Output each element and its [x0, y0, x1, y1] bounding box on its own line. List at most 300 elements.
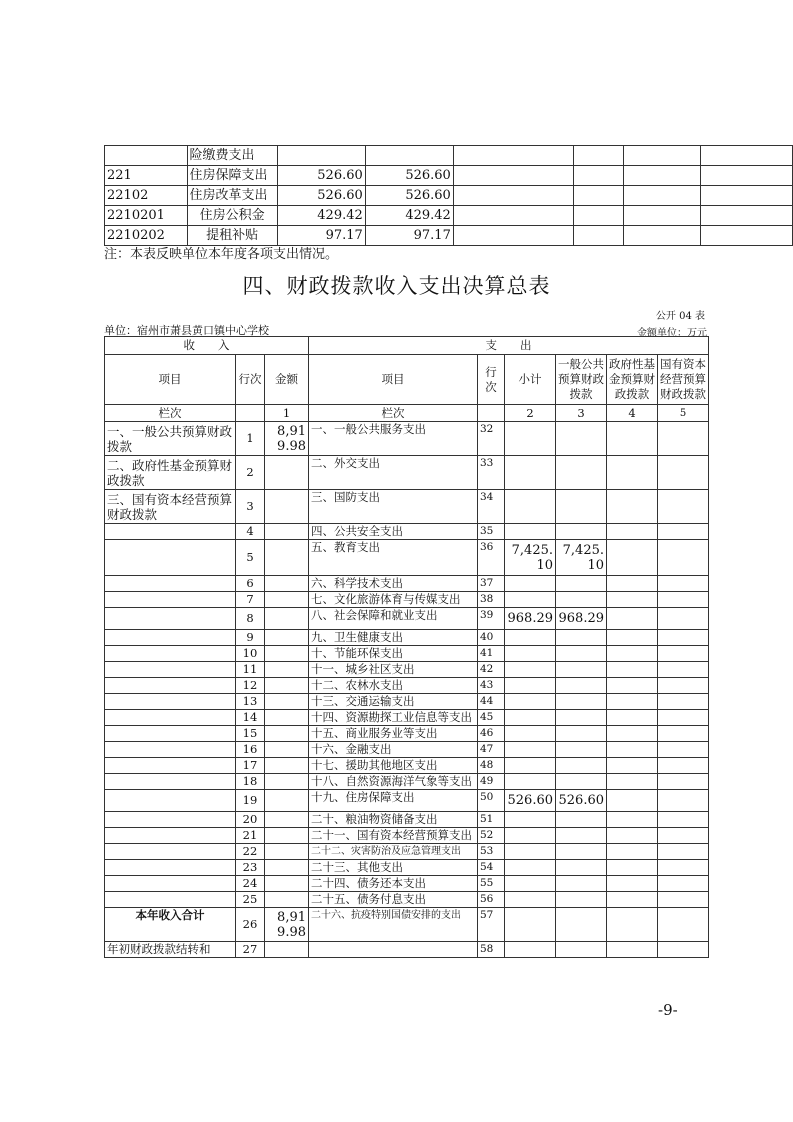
cell-in-item [105, 758, 236, 774]
cell-basic: 526.60 [365, 186, 453, 206]
cell-total: 526.60 [277, 186, 365, 206]
cell-c6 [574, 186, 624, 206]
cell-fund [607, 576, 658, 592]
cell-out-item: 十六、金融支出 [309, 742, 478, 758]
cell-out-line: 45 [478, 710, 505, 726]
table-row [105, 790, 709, 812]
cell-in-amount [265, 608, 309, 630]
cell-fund [607, 758, 658, 774]
table-row [105, 758, 709, 774]
cell-name: 险缴费支出 [187, 146, 277, 166]
cell-fund [607, 490, 658, 524]
cell-c8 [701, 226, 793, 246]
table-row [105, 456, 709, 490]
cell-subtotal [505, 774, 556, 790]
cell-fund [607, 844, 658, 860]
table-note: 注：本表反映单位本年度各项支出情况。 [104, 247, 339, 262]
cell-in-amount [265, 892, 309, 908]
section-title: 四、财政拨款收入支出决算总表 [242, 274, 551, 298]
cell-out-item: 十三、交通运输支出 [309, 694, 478, 710]
cell-in-item [105, 828, 236, 844]
cell-in-amount [265, 726, 309, 742]
cell-in-amount: 8,919.98 [265, 422, 309, 456]
cell-capital [658, 774, 709, 790]
cell-out-item: 七、文化旅游体育与传媒支出 [309, 592, 478, 608]
cell-subtotal [505, 828, 556, 844]
cell-in-item [105, 742, 236, 758]
cell-c7 [623, 146, 700, 166]
cell-in-amount [265, 540, 309, 576]
cell-general [556, 892, 607, 908]
cell-in-line: 2 [236, 456, 265, 490]
column-number-2: 2 [505, 405, 556, 422]
table-row [105, 146, 793, 166]
cell-fund [607, 630, 658, 646]
cell-general [556, 774, 607, 790]
table-row [105, 812, 709, 828]
cell-code: 2210202 [105, 226, 188, 246]
cell-in-line: 27 [236, 942, 265, 958]
cell-in-item: 一、一般公共预算财政拨款 [105, 422, 236, 456]
cell-c5 [453, 166, 573, 186]
table-row [105, 892, 709, 908]
cell-out-line: 40 [478, 630, 505, 646]
cell-capital [658, 710, 709, 726]
cell-fund [607, 942, 658, 958]
cell-capital [658, 646, 709, 662]
cell-in-line: 1 [236, 422, 265, 456]
cell-subtotal [505, 490, 556, 524]
expense-header: 支 出 [309, 337, 709, 355]
table-row [105, 726, 709, 742]
cell-general [556, 876, 607, 892]
cell-code: 2210201 [105, 206, 188, 226]
cell-capital [658, 524, 709, 540]
cell-general [556, 726, 607, 742]
cell-out-line: 46 [478, 726, 505, 742]
cell-out-item: 二十二、灾害防治及应急管理支出 [309, 844, 478, 860]
cell-capital [658, 490, 709, 524]
expense-item-header: 项目 [309, 355, 478, 405]
cell-subtotal [505, 422, 556, 456]
column-label-right: 栏次 [309, 405, 478, 422]
cell-out-line: 53 [478, 844, 505, 860]
income-header: 收 入 [105, 337, 309, 355]
cell-in-amount [265, 456, 309, 490]
cell-in-amount [265, 742, 309, 758]
cell-fund [607, 812, 658, 828]
cell-fund [607, 678, 658, 694]
cell-general [556, 630, 607, 646]
cell-subtotal [505, 456, 556, 490]
cell-subtotal [505, 576, 556, 592]
table-row [105, 694, 709, 710]
cell-in-line: 4 [236, 524, 265, 540]
cell-in-line: 14 [236, 710, 265, 726]
cell-in-item: 三、国有资本经营预算财政拨款 [105, 490, 236, 524]
cell-c5 [453, 226, 573, 246]
cell-capital [658, 592, 709, 608]
expenditure-detail-table-continued [104, 145, 793, 246]
table-row [105, 206, 793, 226]
cell-capital [658, 844, 709, 860]
form-number: 公开 04 表 [655, 311, 705, 322]
cell-out-line: 55 [478, 876, 505, 892]
cell-out-line: 39 [478, 608, 505, 630]
cell-general: 526.60 [556, 790, 607, 812]
cell-general [556, 422, 607, 456]
cell-fund [607, 694, 658, 710]
cell-general [556, 710, 607, 726]
cell-total: 429.42 [277, 206, 365, 226]
cell-capital [658, 576, 709, 592]
cell-general [556, 844, 607, 860]
cell-name: 提租补贴 [187, 226, 277, 246]
cell-out-item: 五、教育支出 [309, 540, 478, 576]
state-capital-header: 国有资本经营预算财政拨款 [658, 355, 709, 405]
cell-c6 [574, 146, 624, 166]
cell-total: 97.17 [277, 226, 365, 246]
cell-subtotal [505, 662, 556, 678]
cell-in-item [105, 662, 236, 678]
cell-out-line: 34 [478, 490, 505, 524]
cell-in-item [105, 646, 236, 662]
table-row [105, 524, 709, 540]
column-number-5: 5 [658, 405, 709, 422]
cell-subtotal [505, 892, 556, 908]
cell-out-line: 41 [478, 646, 505, 662]
cell-in-line: 5 [236, 540, 265, 576]
cell-fund [607, 422, 658, 456]
cell-out-item: 六、科学技术支出 [309, 576, 478, 592]
cell-fund [607, 710, 658, 726]
page-number: -9- [658, 1001, 678, 1019]
cell-fund [607, 790, 658, 812]
cell-fund [607, 828, 658, 844]
cell-capital [658, 726, 709, 742]
cell-capital [658, 678, 709, 694]
cell-in-amount [265, 646, 309, 662]
reporting-unit: 单位：宿州市萧县黄口镇中心学校 [104, 324, 269, 337]
cell-c5 [453, 146, 573, 166]
table-row [105, 646, 709, 662]
cell-in-amount [265, 942, 309, 958]
cell-out-item: 二十一、国有资本经营预算支出 [309, 828, 478, 844]
cell-in-amount [265, 678, 309, 694]
cell-c6 [574, 206, 624, 226]
cell-in-item [105, 812, 236, 828]
cell-out-item: 十、节能环保支出 [309, 646, 478, 662]
cell-in-line: 22 [236, 844, 265, 860]
cell-basic [365, 146, 453, 166]
cell-subtotal: 7,425.10 [505, 540, 556, 576]
cell-in-line: 10 [236, 646, 265, 662]
cell-in-line: 24 [236, 876, 265, 892]
cell-in-item [105, 592, 236, 608]
cell-basic: 526.60 [365, 166, 453, 186]
cell-fund [607, 646, 658, 662]
cell-fund [607, 860, 658, 876]
column-number-4: 4 [607, 405, 658, 422]
cell-out-item: 九、卫生健康支出 [309, 630, 478, 646]
cell-capital [658, 790, 709, 812]
cell-general [556, 490, 607, 524]
cell-in-item [105, 678, 236, 694]
table-row [105, 774, 709, 790]
cell-capital [658, 694, 709, 710]
cell-out-item: 二十五、债务付息支出 [309, 892, 478, 908]
cell-subtotal [505, 592, 556, 608]
cell-subtotal [505, 726, 556, 742]
cell-general: 7,425.10 [556, 540, 607, 576]
cell-subtotal [505, 908, 556, 942]
cell-subtotal [505, 876, 556, 892]
cell-fund [607, 456, 658, 490]
cell-capital [658, 812, 709, 828]
cell-c8 [701, 146, 793, 166]
cell-out-line: 42 [478, 662, 505, 678]
cell-out-item: 十七、援助其他地区支出 [309, 758, 478, 774]
cell-out-item: 十八、自然资源海洋气象等支出 [309, 774, 478, 790]
cell-in-line: 21 [236, 828, 265, 844]
cell-general [556, 576, 607, 592]
cell-subtotal [505, 812, 556, 828]
column-number-3: 3 [556, 405, 607, 422]
cell-out-item: 八、社会保障和就业支出 [309, 608, 478, 630]
cell-in-line: 25 [236, 892, 265, 908]
cell-out-line: 54 [478, 860, 505, 876]
cell-in-amount [265, 694, 309, 710]
cell-general [556, 694, 607, 710]
blank-cell [478, 405, 505, 422]
cell-capital [658, 540, 709, 576]
cell-c6 [574, 166, 624, 186]
cell-fund [607, 892, 658, 908]
cell-fund [607, 662, 658, 678]
cell-subtotal [505, 742, 556, 758]
cell-general [556, 678, 607, 694]
cell-fund [607, 608, 658, 630]
cell-fund [607, 726, 658, 742]
cell-subtotal: 526.60 [505, 790, 556, 812]
cell-subtotal [505, 860, 556, 876]
cell-c8 [701, 166, 793, 186]
table-row [105, 166, 793, 186]
gov-fund-header: 政府性基金预算财政拨款 [607, 355, 658, 405]
cell-in-item [105, 892, 236, 908]
cell-out-line: 57 [478, 908, 505, 942]
cell-subtotal [505, 678, 556, 694]
cell-in-line: 3 [236, 490, 265, 524]
table-row [105, 710, 709, 726]
cell-in-item [105, 540, 236, 576]
cell-c6 [574, 226, 624, 246]
cell-fund [607, 524, 658, 540]
cell-fund [607, 908, 658, 942]
cell-capital [658, 892, 709, 908]
cell-in-amount [265, 630, 309, 646]
cell-fund [607, 742, 658, 758]
cell-general [556, 456, 607, 490]
cell-in-line: 23 [236, 860, 265, 876]
cell-in-line: 8 [236, 608, 265, 630]
cell-c7 [623, 206, 700, 226]
cell-out-item: 二、外交支出 [309, 456, 478, 490]
cell-c8 [701, 206, 793, 226]
cell-in-item [105, 524, 236, 540]
cell-out-item: 二十六、抗疫特别国债安排的支出 [309, 908, 478, 942]
cell-out-line: 52 [478, 828, 505, 844]
cell-in-line: 7 [236, 592, 265, 608]
general-budget-header: 一般公共预算财政拨款 [556, 355, 607, 405]
cell-in-line: 20 [236, 812, 265, 828]
table-row [105, 630, 709, 646]
cell-code [105, 146, 188, 166]
cell-subtotal [505, 942, 556, 958]
cell-in-amount [265, 490, 309, 524]
table-row [105, 490, 709, 524]
cell-in-amount [265, 790, 309, 812]
cell-out-line: 51 [478, 812, 505, 828]
cell-general [556, 662, 607, 678]
cell-capital [658, 860, 709, 876]
cell-in-amount [265, 524, 309, 540]
cell-in-amount [265, 662, 309, 678]
table-row [105, 576, 709, 592]
income-amount-header: 金额 [265, 355, 309, 405]
cell-general [556, 742, 607, 758]
cell-out-item [309, 942, 478, 958]
cell-c7 [623, 166, 700, 186]
table-row [105, 422, 709, 456]
cell-fund [607, 876, 658, 892]
cell-basic: 97.17 [365, 226, 453, 246]
cell-general [556, 646, 607, 662]
cell-basic: 429.42 [365, 206, 453, 226]
cell-c7 [623, 226, 700, 246]
table-row [105, 942, 709, 958]
cell-in-line: 19 [236, 790, 265, 812]
cell-capital [658, 630, 709, 646]
column-number-1: 1 [265, 405, 309, 422]
cell-in-line: 9 [236, 630, 265, 646]
cell-out-item: 十四、资源勘探工业信息等支出 [309, 710, 478, 726]
table-row [105, 742, 709, 758]
cell-total [277, 146, 365, 166]
cell-out-line: 37 [478, 576, 505, 592]
cell-in-item [105, 876, 236, 892]
cell-in-item: 二、政府性基金预算财政拨款 [105, 456, 236, 490]
cell-out-line: 38 [478, 592, 505, 608]
cell-in-amount: 8,919.98 [265, 908, 309, 942]
cell-capital [658, 422, 709, 456]
cell-out-line: 36 [478, 540, 505, 576]
cell-fund [607, 540, 658, 576]
cell-capital [658, 456, 709, 490]
amount-unit: 金额单位：万元 [637, 328, 707, 339]
cell-out-item: 二十、粮油物资储备支出 [309, 812, 478, 828]
cell-in-line: 26 [236, 908, 265, 942]
cell-out-item: 十九、住房保障支出 [309, 790, 478, 812]
table-row [105, 908, 709, 942]
cell-capital [658, 742, 709, 758]
cell-subtotal: 968.29 [505, 608, 556, 630]
cell-general [556, 592, 607, 608]
cell-out-item: 三、国防支出 [309, 490, 478, 524]
cell-capital [658, 942, 709, 958]
cell-name: 住房改革支出 [187, 186, 277, 206]
cell-subtotal [505, 710, 556, 726]
table-row [105, 678, 709, 694]
cell-in-amount [265, 758, 309, 774]
cell-in-item [105, 710, 236, 726]
cell-c8 [701, 186, 793, 206]
cell-out-line: 33 [478, 456, 505, 490]
cell-out-line: 48 [478, 758, 505, 774]
cell-in-item: 年初财政拨款结转和 [105, 942, 236, 958]
cell-in-item: 本年收入合计 [105, 908, 236, 942]
cell-out-item: 十一、城乡社区支出 [309, 662, 478, 678]
cell-in-line: 6 [236, 576, 265, 592]
cell-in-amount [265, 710, 309, 726]
cell-out-item: 十五、商业服务业等支出 [309, 726, 478, 742]
cell-in-amount [265, 828, 309, 844]
cell-subtotal [505, 630, 556, 646]
table-row [105, 662, 709, 678]
cell-out-item: 一、一般公共服务支出 [309, 422, 478, 456]
table-row [105, 844, 709, 860]
cell-name: 住房公积金 [187, 206, 277, 226]
cell-in-item [105, 860, 236, 876]
cell-out-line: 35 [478, 524, 505, 540]
cell-in-line: 17 [236, 758, 265, 774]
table-row [105, 608, 709, 630]
cell-out-item: 四、公共安全支出 [309, 524, 478, 540]
cell-subtotal [505, 844, 556, 860]
cell-capital [658, 876, 709, 892]
cell-in-line: 12 [236, 678, 265, 694]
cell-in-item [105, 844, 236, 860]
expense-line-header: 行次 [478, 355, 505, 405]
blank-cell [236, 405, 265, 422]
cell-subtotal [505, 646, 556, 662]
cell-in-item [105, 726, 236, 742]
cell-out-item: 十二、农林水支出 [309, 678, 478, 694]
income-item-header: 项目 [105, 355, 236, 405]
cell-general [556, 908, 607, 942]
cell-in-item [105, 774, 236, 790]
cell-in-amount [265, 774, 309, 790]
cell-general [556, 812, 607, 828]
cell-out-line: 43 [478, 678, 505, 694]
cell-in-line: 18 [236, 774, 265, 790]
table-row [105, 828, 709, 844]
cell-in-amount [265, 812, 309, 828]
cell-in-amount [265, 844, 309, 860]
cell-general [556, 524, 607, 540]
cell-c7 [623, 186, 700, 206]
cell-out-item: 二十三、其他支出 [309, 860, 478, 876]
table-row [105, 186, 793, 206]
subtotal-header: 小计 [505, 355, 556, 405]
cell-in-item [105, 790, 236, 812]
cell-capital [658, 662, 709, 678]
cell-in-line: 13 [236, 694, 265, 710]
cell-in-line: 15 [236, 726, 265, 742]
cell-capital [658, 758, 709, 774]
cell-out-line: 44 [478, 694, 505, 710]
cell-out-line: 47 [478, 742, 505, 758]
